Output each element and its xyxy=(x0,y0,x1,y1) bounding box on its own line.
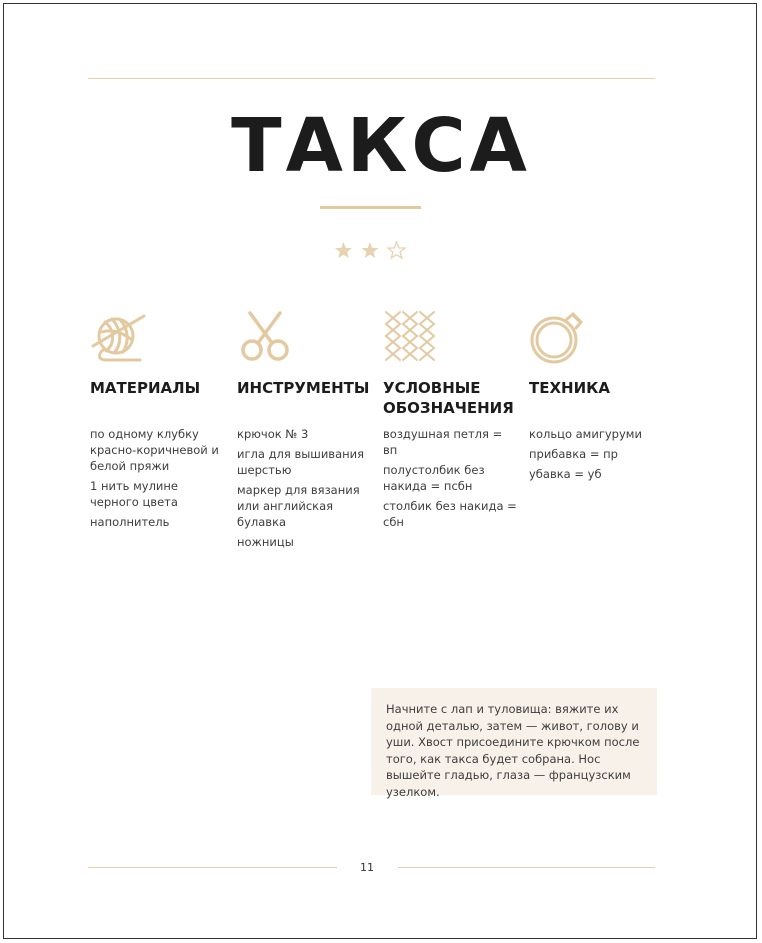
yarn-ball-icon xyxy=(90,310,146,366)
list-item: игла для вышивания шерстью xyxy=(237,447,365,477)
footer-divider-left xyxy=(88,867,337,868)
title-underline xyxy=(320,206,421,209)
tools-list xyxy=(237,426,372,554)
page-number: 11 xyxy=(360,861,374,874)
embroidery-hoop-icon xyxy=(529,310,585,366)
list-item: 1 нить мулине черного цвета xyxy=(90,479,178,509)
difficulty-rating xyxy=(331,238,411,264)
section-heading: МАТЕРИАЛЫ xyxy=(90,379,201,397)
list-item: воздушная петля = вп xyxy=(383,427,503,457)
scissors-icon xyxy=(237,310,293,366)
technique-list xyxy=(529,426,664,486)
materials-list xyxy=(90,426,225,534)
star-filled-icon xyxy=(362,242,379,258)
list-item: наполнитель xyxy=(90,515,170,529)
section-tools xyxy=(237,310,372,549)
top-divider xyxy=(88,78,655,79)
list-item: ножницы xyxy=(237,535,294,549)
list-item: крючок № 3 xyxy=(237,427,309,441)
knit-stitches-icon xyxy=(383,310,439,366)
list-item: по одному клубку красно-коричневой и белой пряжи xyxy=(90,427,219,473)
section-technique xyxy=(529,310,664,481)
page-title: ТАКСА xyxy=(231,103,531,189)
section-materials xyxy=(90,310,225,529)
section-legend xyxy=(383,310,518,529)
star-empty-icon xyxy=(388,242,405,258)
list-item: маркер для вязания или английская булавка xyxy=(237,483,360,529)
list-item: кольцо амигуруми xyxy=(529,427,642,441)
legend-list xyxy=(383,426,518,534)
footer-divider-right xyxy=(398,867,655,868)
section-heading: УСЛОВНЫЕ ОБОЗНАЧЕНИЯ xyxy=(383,379,514,417)
list-item: прибавка = пр xyxy=(529,447,618,461)
section-heading: ТЕХНИКА xyxy=(529,379,611,397)
list-item: убавка = уб xyxy=(529,467,602,481)
list-item: полустолбик без накида = псбн xyxy=(383,463,485,493)
section-heading: ИНСТРУМЕНТЫ xyxy=(237,379,370,397)
list-item: столбик без накида = сбн xyxy=(383,499,517,529)
instruction-note: Начните с лап и туловища: вяжите их одной деталью, затем — живот, голову и уши. Хвост присоедините крючком после того, как такса будет собрана. Нос вышейте гладью, глаза — французским узелком. xyxy=(371,688,657,795)
star-filled-icon xyxy=(335,242,352,258)
